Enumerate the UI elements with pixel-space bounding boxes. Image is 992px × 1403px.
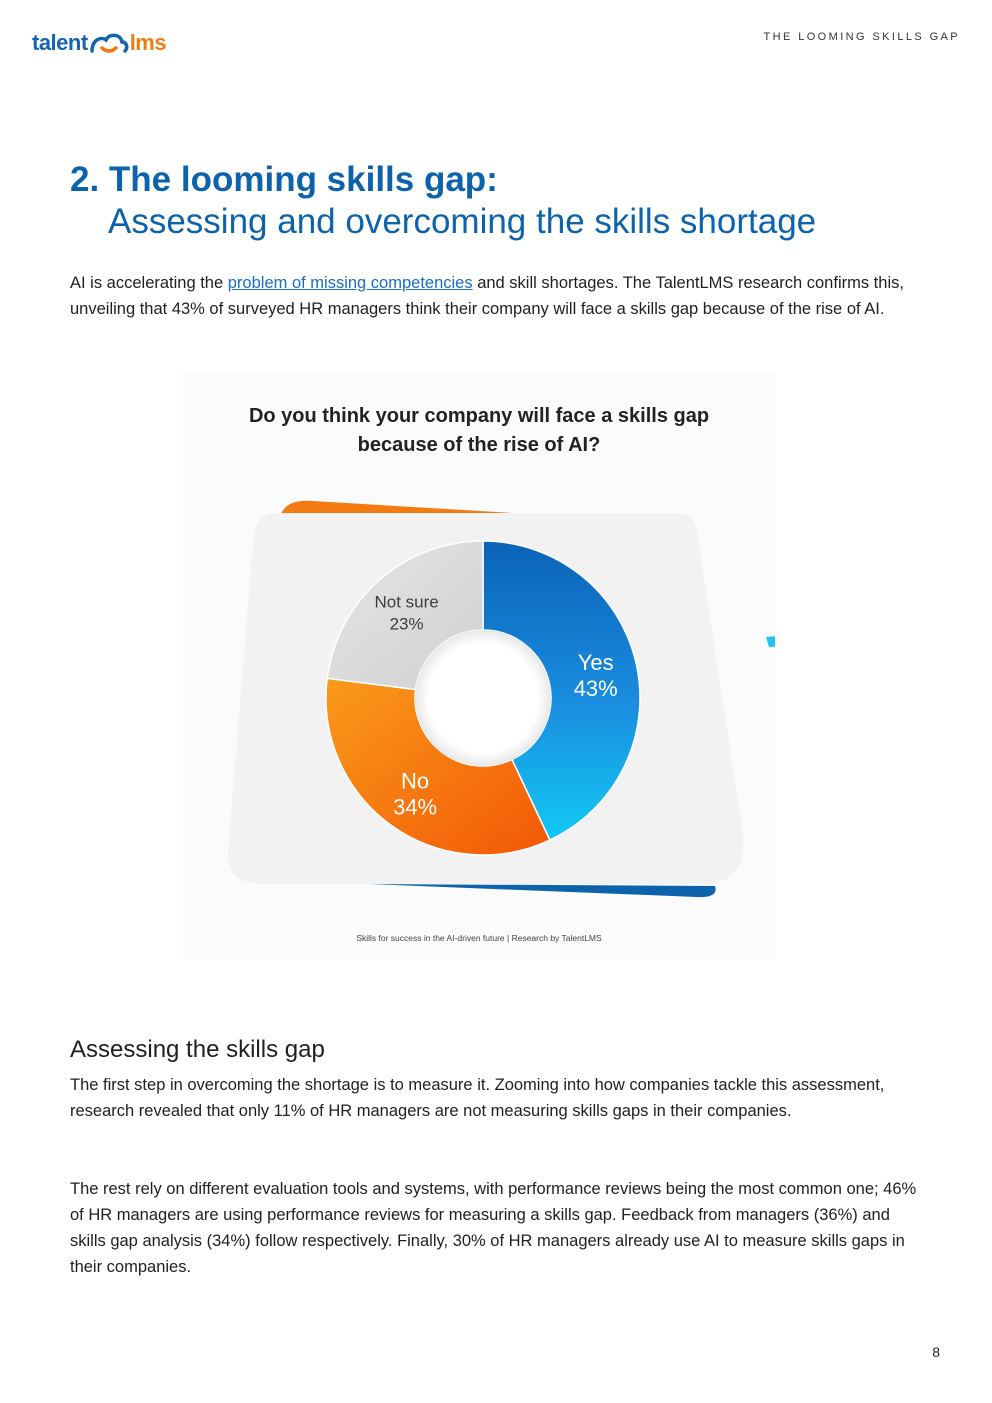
section-title: 2. The looming skills gap:: [70, 160, 498, 199]
missing-competencies-link[interactable]: problem of missing competencies: [227, 274, 473, 292]
chart-title: [183, 402, 775, 460]
intro-text-start: AI is accelerating the: [70, 274, 228, 292]
slice-value-not-sure: 23%: [389, 614, 424, 634]
logo-text-lms: lms: [129, 30, 167, 55]
chart-figure: [183, 372, 775, 960]
donut-chart: [183, 372, 775, 960]
page-number: 8: [932, 1344, 940, 1360]
slice-label-no: No: [401, 768, 430, 794]
chart-title-line1: Do you think your company will face a skills gap: [248, 405, 710, 427]
blue-accent-shape: [368, 884, 716, 897]
chart-source: Skills for success in the AI-driven future | Research by TalentLMS: [356, 933, 602, 943]
talentlms-logo: [32, 30, 166, 56]
logo-text-talent: talent: [32, 30, 88, 55]
slice-value-yes: 43%: [573, 675, 618, 701]
intro-paragraph: [70, 270, 920, 322]
cyan-confetti: [766, 634, 775, 647]
section-subtitle: Assessing and overcoming the skills shortage: [108, 202, 817, 241]
slice-label-not-sure: Not sure: [374, 592, 439, 612]
donut-hole: [415, 630, 551, 766]
subsection-title: Assessing the skills gap: [70, 1036, 325, 1063]
logo-cloud-icon: [89, 31, 129, 55]
slice-value-no: 34%: [393, 794, 438, 820]
running-head: THE LOOMING SKILLS GAP: [763, 31, 960, 43]
intro-text-end: and skill shortages. The TalentLMS research confirms this, unveiling that 43% of surveyed HR managers think their company will face a skills gap because of the rise of AI.: [70, 274, 904, 318]
slice-label-yes: Yes: [577, 649, 614, 675]
subsection-paragraph-1: The first step in overcoming the shortage is to measure it. Zooming into how companies tackle this assessment, research revealed that only 11% of HR managers are not measuring skills gaps in their companies.: [70, 1076, 885, 1120]
subsection-paragraph-2: The rest rely on different evaluation tools and systems, with performance reviews being the most common one; 46% of HR managers are using performance reviews for measuring a skills gap. Feedback from managers (36%) and skills gap analysis (34%) follow respectively. Finally, 30% of HR managers already use AI to measure skills gaps in their companies.: [70, 1180, 917, 1276]
chart-title-line2: because of the rise of AI?: [357, 434, 601, 456]
